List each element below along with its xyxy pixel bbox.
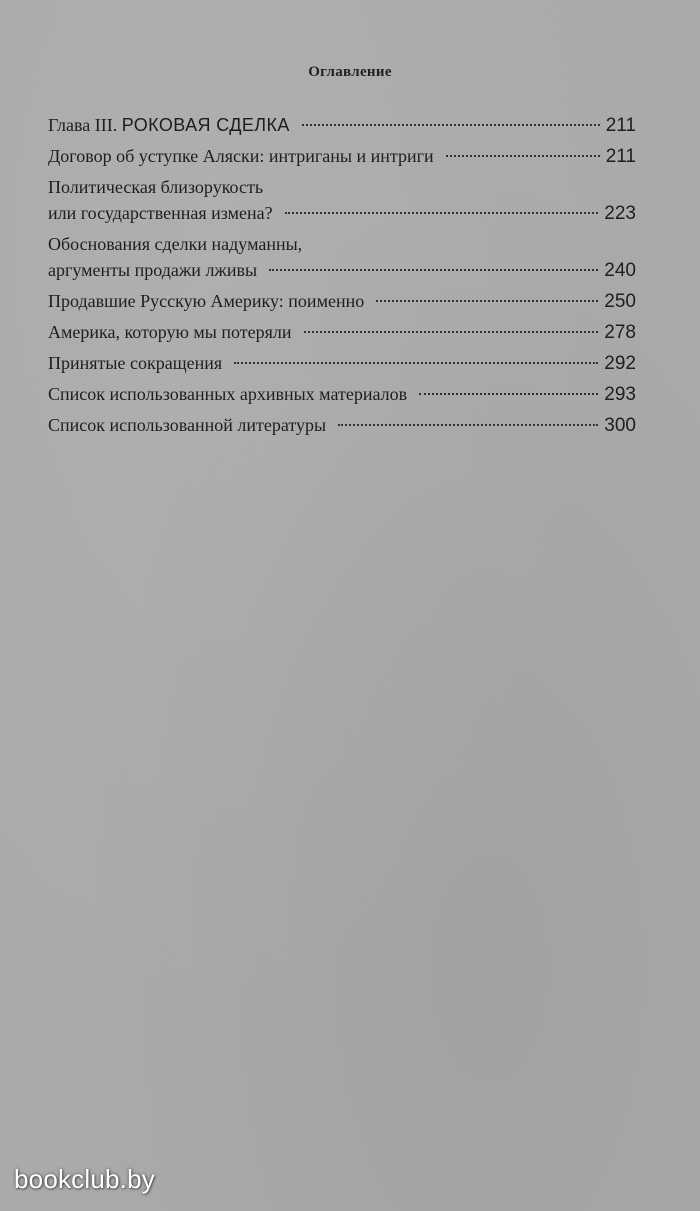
page-number: 292 [604, 353, 636, 374]
toc-entry-political-shortsightedness [48, 174, 636, 227]
dot-leader [304, 331, 599, 333]
dot-leader [446, 155, 600, 157]
chapter-prefix: Глава III. [48, 115, 118, 135]
dot-leader [376, 300, 598, 302]
page-number: 250 [604, 291, 636, 312]
toc-entry-literature [48, 412, 636, 439]
page-number: 211 [605, 146, 636, 167]
toc-entry-title-line1: Обоснования сделки надуманны, [48, 234, 303, 254]
page-number: 293 [604, 384, 636, 405]
dot-leader [338, 424, 598, 426]
toc-entry-title: Список использованной литературы [48, 415, 327, 435]
toc-entry-title: Принятые сокращения [48, 353, 223, 373]
page-heading: Оглавление [308, 64, 392, 80]
toc-entry-archive-materials [48, 381, 636, 408]
toc-entry-deal-justifications [48, 231, 636, 284]
page-number: 300 [604, 415, 636, 436]
dot-leader [419, 393, 598, 395]
toc-entry-title: Америка, которую мы потеряли [48, 322, 292, 342]
toc-entry-title [48, 112, 290, 138]
toc-entry-title-line1: Политическая близорукость [48, 177, 264, 197]
chapter-title: РОКОВАЯ СДЕЛКА [121, 115, 290, 135]
toc-entry-chapter-3 [48, 112, 636, 139]
dot-leader [285, 212, 599, 214]
toc-entry-title: аргументы продажи лживы [48, 260, 258, 280]
page-number: 211 [605, 115, 636, 136]
toc-entry-title: Список использованных архивных материалов [48, 384, 408, 404]
page-number: 240 [604, 260, 636, 281]
dot-leader [234, 362, 598, 364]
toc-entry-title: Договор об уступке Аляски: интриганы и интриги [48, 146, 434, 166]
toc-entry-title: Продавшие Русскую Америку: поименно [48, 291, 365, 311]
toc-entry-sellers-by-name [48, 288, 636, 315]
site-watermark: bookclub.by [14, 1164, 155, 1194]
toc-entry-lost-america [48, 319, 636, 346]
toc-entry-abbreviations [48, 350, 636, 377]
page-number: 223 [604, 203, 636, 224]
page-number: 278 [604, 322, 636, 343]
dot-leader [269, 269, 598, 271]
toc-entry-alaska-treaty [48, 143, 636, 170]
table-of-contents [48, 112, 636, 443]
dot-leader [302, 124, 600, 126]
toc-entry-title: или государственная измена? [48, 203, 273, 223]
